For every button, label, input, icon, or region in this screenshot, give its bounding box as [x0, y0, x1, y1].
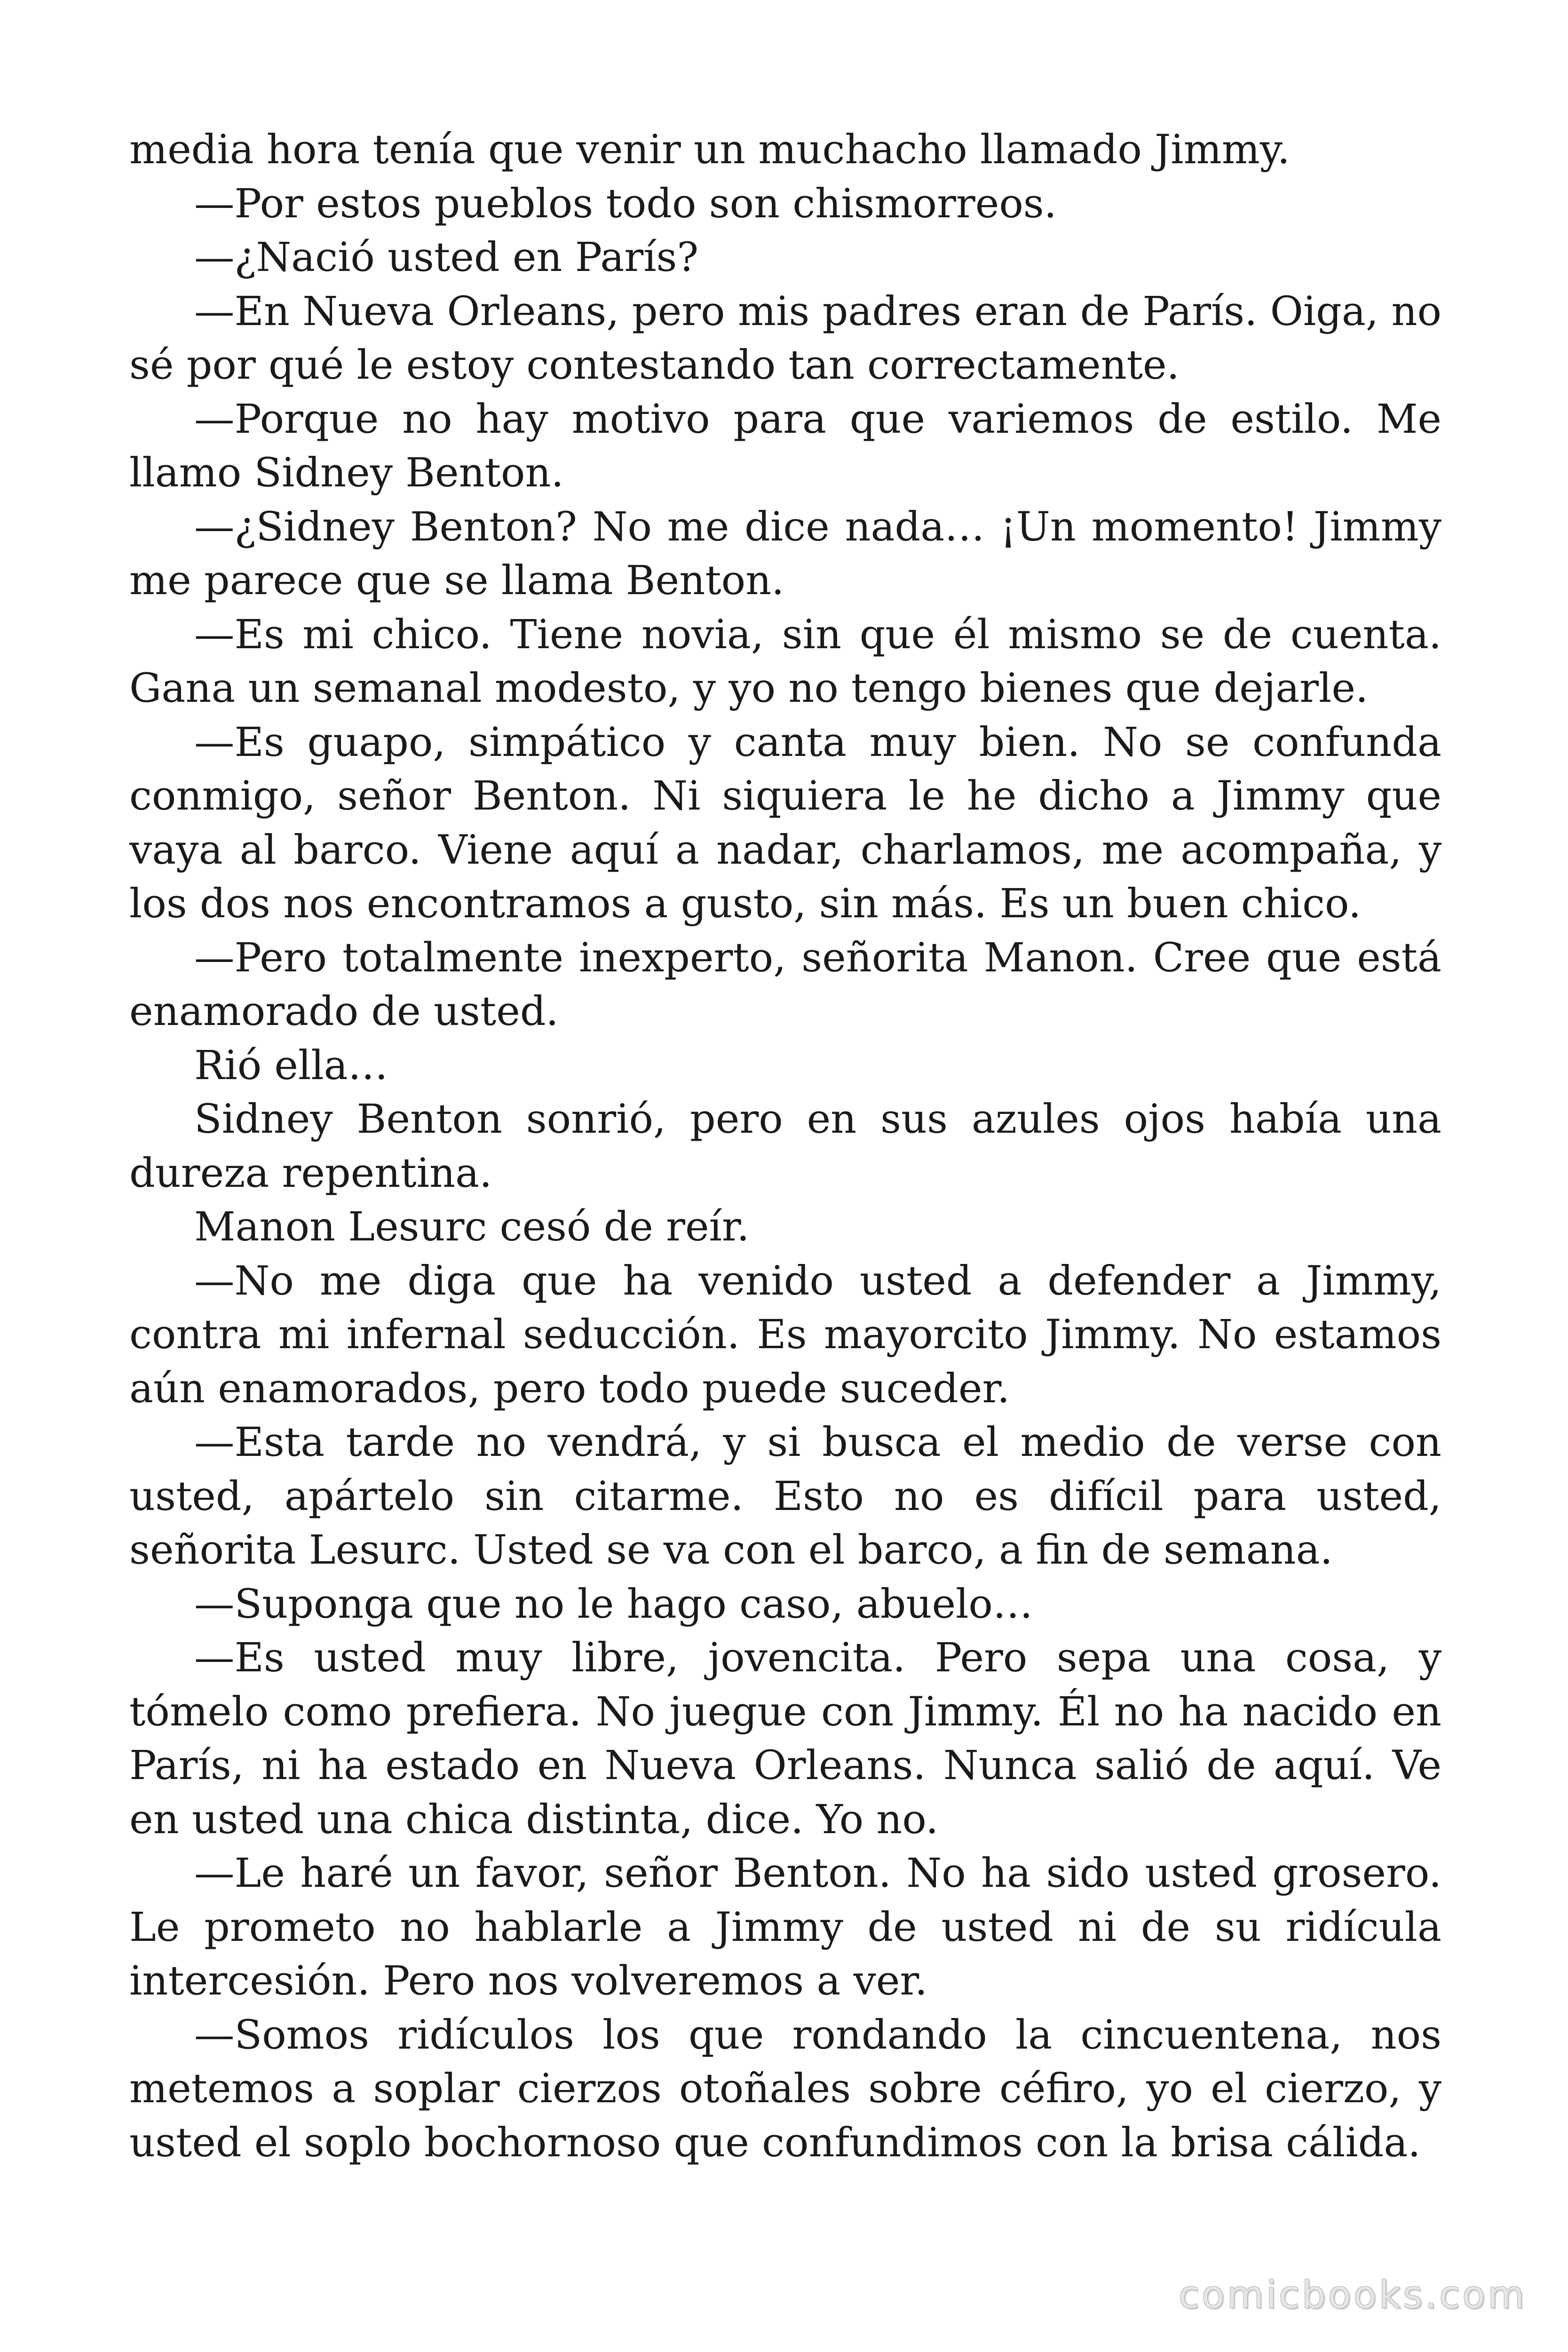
paragraph: —Por estos pueblos todo son chismorreos. [194, 180, 1057, 227]
paragraph: —En Nueva Orleans, pero mis padres eran de París. Oiga, no sé por qué le estoy contestando tan correctamente. [129, 288, 1441, 389]
paragraph: —Es mi chico. Tiene novia, sin que él mismo se de cuenta. Gana un semanal modesto, y yo no tengo bienes que dejarle. [129, 611, 1441, 712]
paragraph: —Somos ridículos los que rondando la cincuentena, nos metemos a soplar cierzos otoñales sobre céfiro, yo el cierzo, y usted el soplo bochornoso que confundimos con la brisa cálida. [129, 2011, 1441, 2166]
paragraph: —Es usted muy libre, jovencita. Pero sepa una cosa, y tómelo como prefiera. No juegue con Jimmy. Él no ha nacido en París, ni ha estado en Nueva Orleans. Nunca salió de aquí. Ve en usted una chica distinta, dice. Yo no. [129, 1635, 1441, 1843]
paragraph: —Porque no hay motivo para que variemos de estilo. Me llamo Sidney Benton. [129, 396, 1441, 496]
paragraph: —Es guapo, simpático y canta muy bien. No se confunda conmigo, señor Benton. Ni siquiera le he dicho a Jimmy que vaya al barco. Viene aquí a nadar, charlamos, me acompaña, y los dos nos encontramos a gusto, sin más. Es un buen chico. [129, 719, 1441, 927]
paragraph: —Le haré un favor, señor Benton. No ha sido usted grosero. Le prometo no hablarle a Jimmy de usted ni de su ridícula intercesión. Pero nos volveremos a ver. [129, 1850, 1441, 2004]
paragraph: —¿Sidney Benton? No me dice nada… ¡Un momento! Jimmy me parece que se llama Benton. [129, 503, 1441, 604]
body-text [129, 123, 1441, 2170]
paragraph: Manon Lesurc cesó de reír. [194, 1204, 750, 1250]
paragraph: —Pero totalmente inexperto, señorita Manon. Cree que está enamorado de usted. [129, 934, 1441, 1035]
watermark: comicbooks.com [1178, 2273, 1527, 2317]
paragraph: —No me diga que ha venido usted a defender a Jimmy, contra mi infernal seducción. Es mayorcito Jimmy. No estamos aún enamorados, pero todo puede suceder. [129, 1257, 1441, 1412]
paragraph: —¿Nació usted en París? [194, 234, 699, 281]
paragraph: —Suponga que no le hago caso, abuelo… [194, 1581, 1033, 1628]
paragraph: Rió ella… [194, 1042, 388, 1089]
paragraph: —Esta tarde no vendrá, y si busca el medio de verse con usted, apártelo sin citarme. Esto no es difícil para usted, señorita Lesurc. Usted se va con el barco, a fin de semana. [129, 1419, 1441, 1573]
paragraph: Sidney Benton sonrió, pero en sus azules ojos había una dureza repentina. [129, 1096, 1441, 1197]
paragraph: media hora tenía que venir un muchacho llamado Jimmy. [129, 127, 1290, 173]
